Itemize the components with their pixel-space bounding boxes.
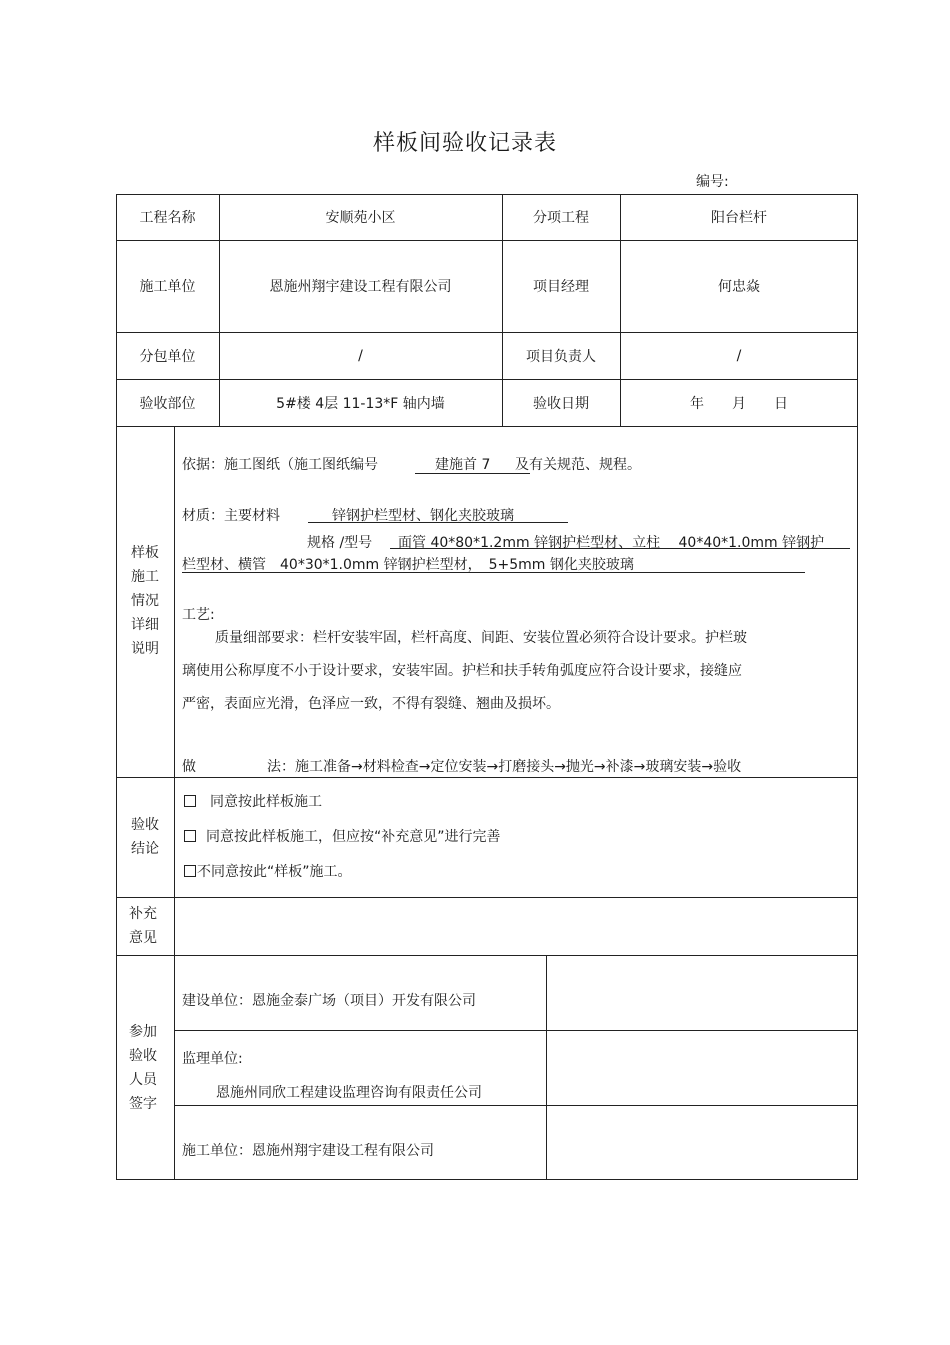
subcontractor-label: 分包单位 [139, 348, 196, 365]
underline [415, 473, 530, 474]
supervisor-unit-label: 监理单位: [182, 1051, 243, 1067]
quality-requirements-line-2: 璃使用公称厚度不小于设计要求，安装牢固。护栏和扶手转角弧度应符合设计要求，接缝应 [182, 663, 742, 679]
contractor-value: 恩施州翔宇建设工程有限公司 [269, 279, 452, 295]
row-divider [174, 1030, 858, 1031]
details-section-label: 样板 施工 情况 详细 说明 [131, 545, 159, 657]
builder-signature-field[interactable] [548, 1107, 856, 1179]
basis-suffix: 及有关规范、规程。 [515, 457, 641, 473]
underline [390, 548, 850, 549]
conclusion-option-disagree: 不同意按此“样板”施工。 [184, 861, 352, 881]
underline [308, 522, 568, 523]
serial-number-label: 编号: [696, 174, 729, 190]
method-label: 做 [182, 759, 196, 775]
main-material-value: 锌钢护栏型材、钢化夹胶玻璃 [332, 508, 514, 524]
inspection-location-value: 5#楼 4层 11-13*F 轴内墙 [276, 395, 445, 412]
project-manager-label: 项目经理 [533, 279, 589, 295]
drawing-number: 建施首 7 [435, 457, 491, 473]
row-divider [116, 897, 858, 898]
underline [182, 572, 805, 573]
subcontractor-value: / [358, 347, 363, 364]
craft-label: 工艺: [182, 607, 215, 623]
spec-line-1: 面管 40*80*1.2mm 锌钢护栏型材、立柱 40*40*1.0mm 锌钢护 [398, 535, 825, 551]
quality-requirements-line-3: 严密，表面应光滑，色泽应一致，不得有裂缝、翘曲及损坏。 [182, 696, 560, 712]
supplement-section-label: 补充 意见 [129, 906, 157, 946]
row-divider [116, 955, 858, 956]
conclusion-option-agree: 同意按此样板施工 [184, 791, 322, 811]
basis-prefix: 依据：施工图纸（施工图纸编号 [182, 457, 378, 473]
signatures-section-label: 参加 验收 人员 签字 [129, 1024, 157, 1112]
quality-requirements-line-1: 质量细部要求：栏杆安装牢固，栏杆高度、间距、安装位置必须符合设计要求。护栏玻 [215, 630, 747, 646]
agree-with-changes-checkbox[interactable] [184, 830, 196, 842]
supervisor-signature-field[interactable] [548, 1032, 856, 1104]
supplement-field[interactable] [176, 899, 856, 953]
column-divider [174, 426, 175, 1180]
project-manager-value: 何忠焱 [718, 279, 760, 295]
sub-project-label: 分项工程 [533, 210, 589, 226]
owner-signature-field[interactable] [548, 957, 856, 1029]
agree-checkbox[interactable] [184, 795, 196, 807]
inspection-date-value: 年 月 日 [690, 395, 788, 412]
inspection-date-label: 验收日期 [533, 395, 589, 412]
spec-prefix: 规格 /型号 [307, 535, 373, 551]
row-divider [116, 426, 858, 427]
material-prefix: 材质：主要材料 [182, 508, 280, 524]
project-leader-label: 项目负责人 [526, 348, 596, 365]
project-name-label: 工程名称 [139, 210, 196, 226]
contractor-label: 施工单位 [139, 279, 196, 295]
sub-project-value: 阳台栏杆 [711, 210, 767, 226]
conclusion-section-label: 验收 结论 [131, 817, 159, 857]
method-steps: 法：施工准备→材料检查→定位安装→打磨接头→抛光→补漆→玻璃安装→验收 [267, 759, 742, 775]
row-divider [174, 1105, 858, 1106]
page-title: 样板间验收记录表 [372, 131, 557, 156]
disagree-checkbox[interactable] [184, 865, 196, 877]
builder-unit: 施工单位：恩施州翔宇建设工程有限公司 [182, 1143, 434, 1159]
conclusion-option-agree-with-changes: 同意按此样板施工，但应按“补充意见”进行完善 [184, 826, 501, 846]
column-divider [546, 955, 547, 1180]
row-divider [116, 777, 858, 778]
project-name-value: 安顺苑小区 [325, 210, 396, 226]
inspection-location-label: 验收部位 [139, 395, 196, 412]
owner-unit: 建设单位：恩施金泰广场（项目）开发有限公司 [182, 993, 476, 1009]
project-leader-value: / [736, 347, 742, 364]
supervisor-unit: 恩施州同欣工程建设监理咨询有限责任公司 [216, 1085, 482, 1101]
spec-line-2: 栏型材、横管 40*30*1.0mm 锌钢护栏型材， 5+5mm 钢化夹胶玻璃 [182, 557, 634, 573]
